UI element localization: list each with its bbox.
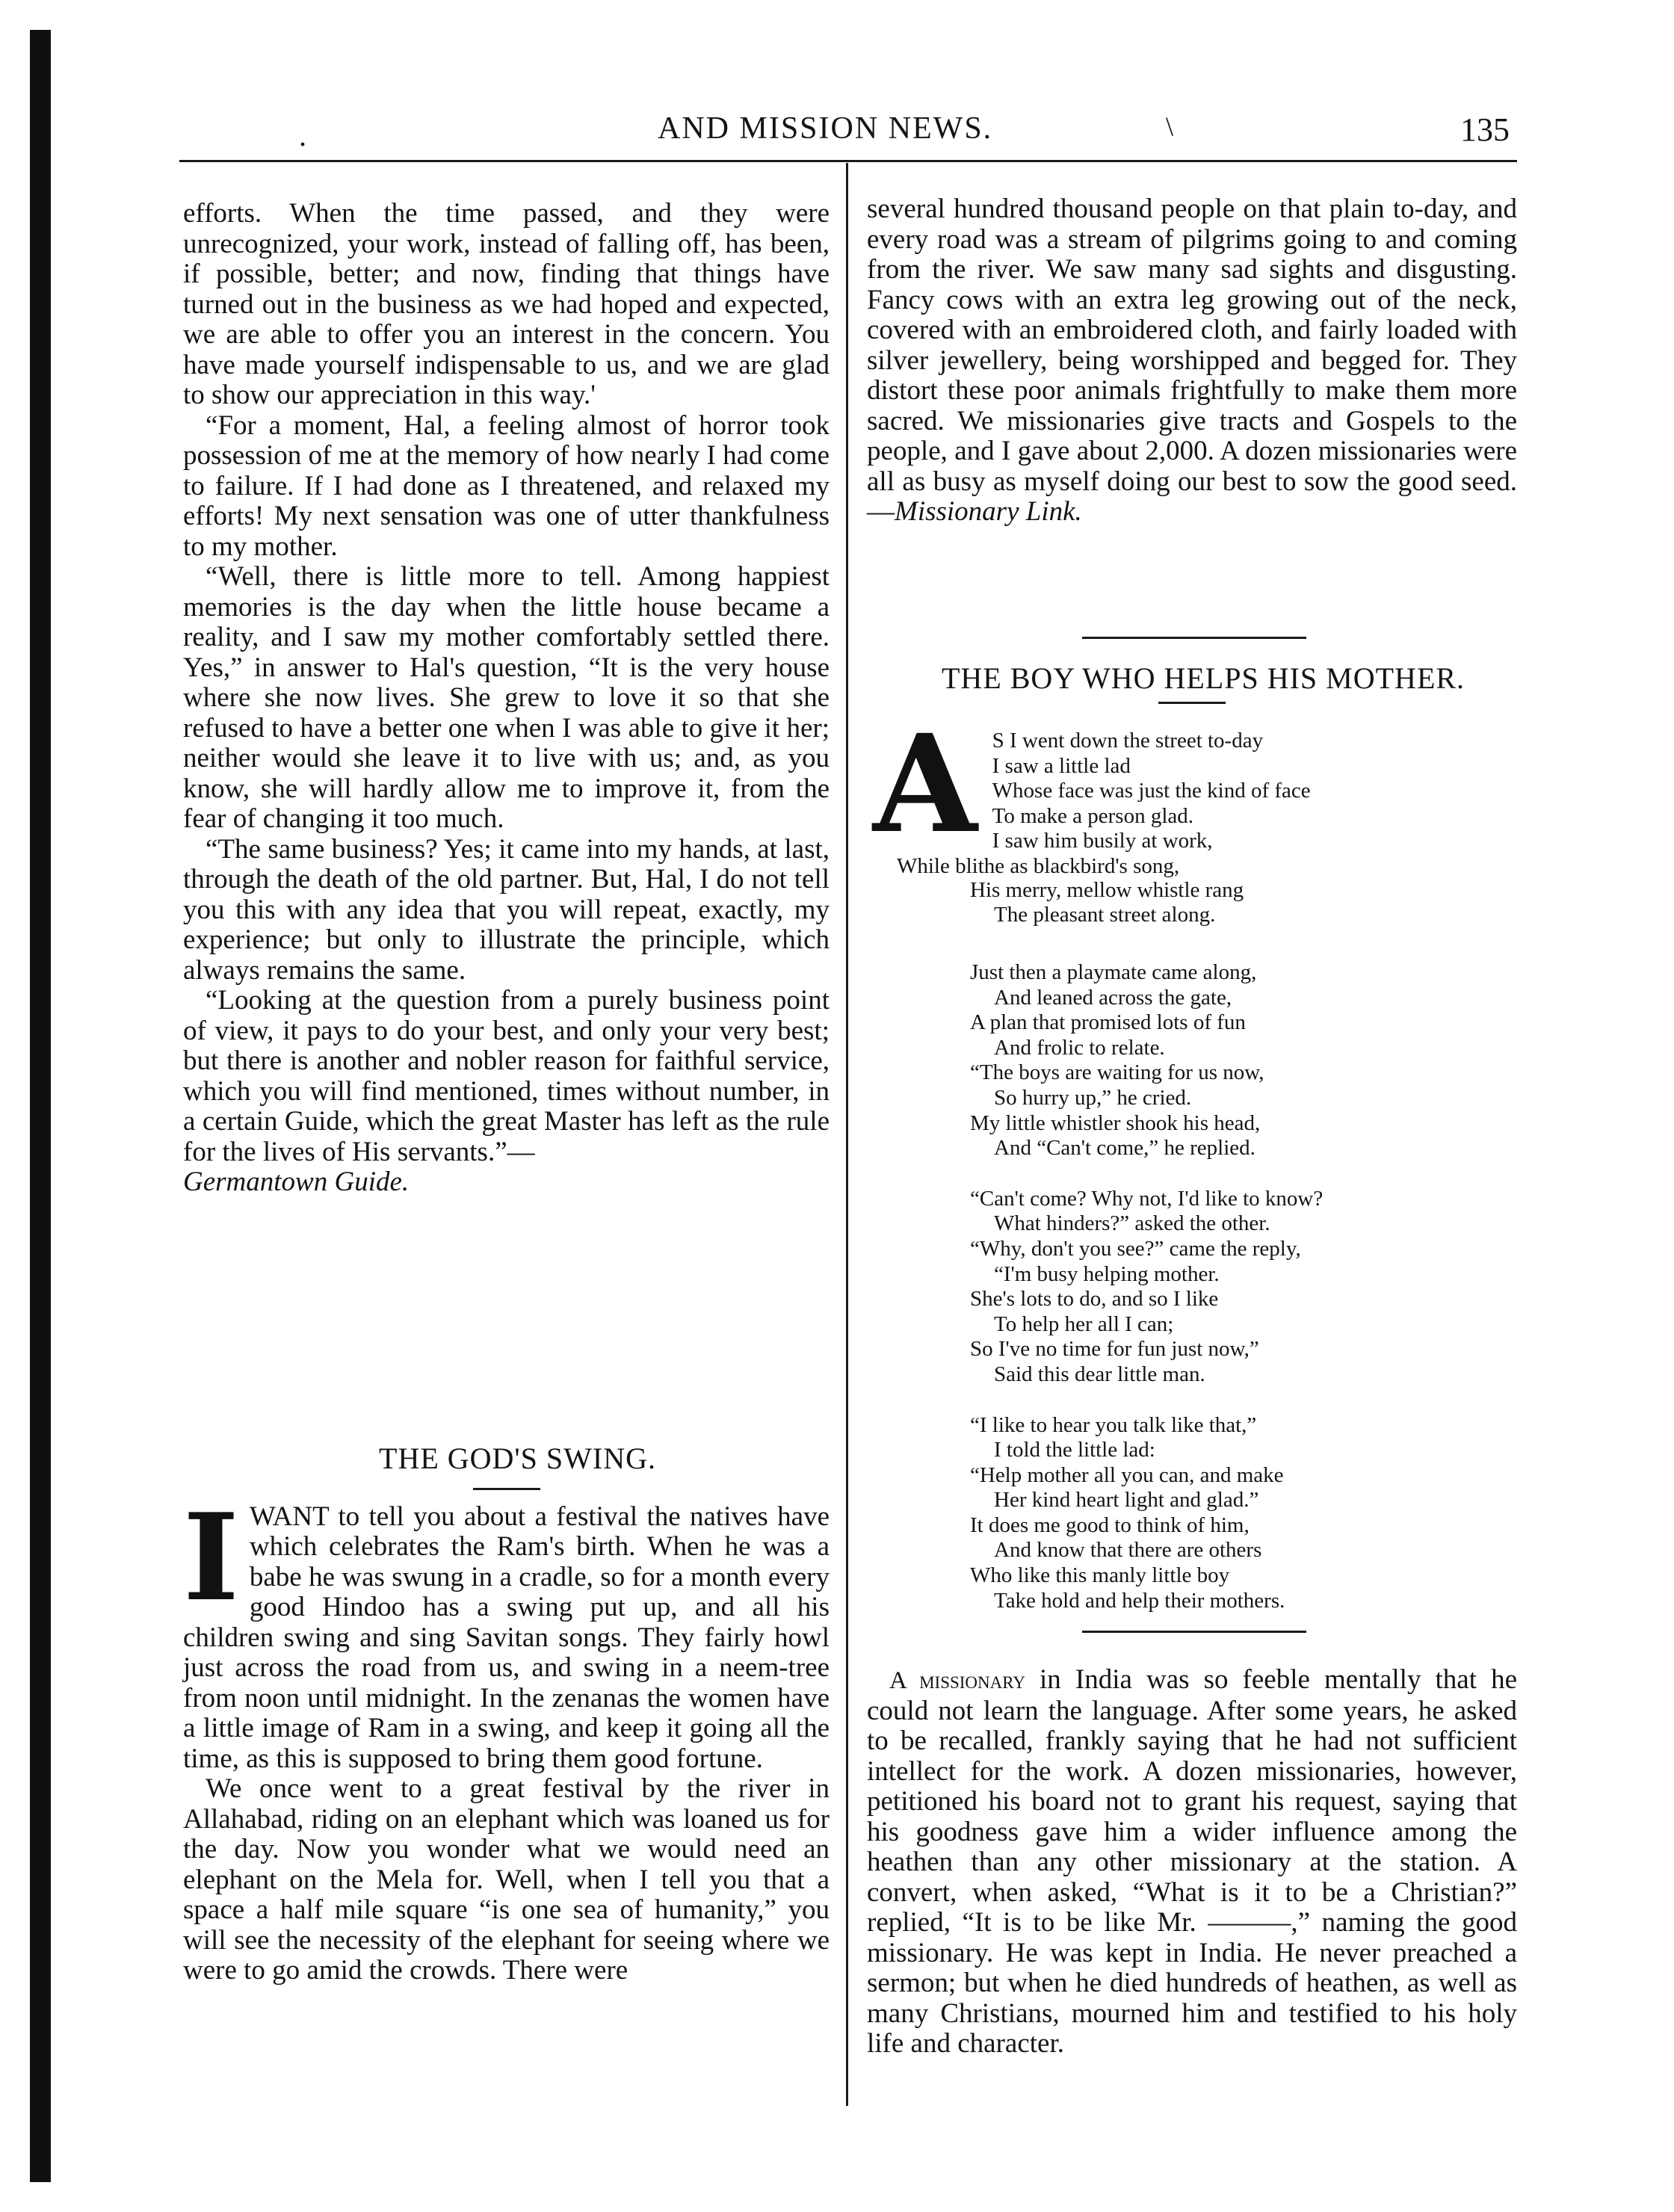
gods-swing-text: WANT to tell you about a festival the natives have which celebrates the Ram's birth. When he was a babe he was swung in a cradle, so for a month every good Hindoo has a swing put up, and all his children swing and sing Savitan songs. They fairly howl just across the road from us, and swing in a neem-tree from noon until midnight. In the zenanas the women have a little image of Ram in a swing, and keep it going all the time, as this is supposed to bring them good fortune. xyxy=(183,1501,830,1774)
page-number: 135 xyxy=(1460,111,1510,148)
poem-line: She's lots to do, and so I like xyxy=(970,1287,1219,1312)
story-paragraph: “For a moment, Hal, a feeling almost of horror took possession of me at the memory of how nearly I had come to failure. If I had done as I threatened, and relaxed my efforts! My next sensation was one of utter thankfulness to my mother. xyxy=(183,410,830,562)
poem-stanza xyxy=(970,960,1516,1161)
poem-line: Said this dear little man. xyxy=(994,1362,1205,1386)
poem-line: I saw a little lad xyxy=(992,753,1131,778)
gods-swing-paragraph xyxy=(183,1486,830,1775)
pilgrim-paragraph xyxy=(867,194,1517,528)
missionary-paragraph xyxy=(867,1665,1517,2060)
poem-line: A plan that promised lots of fun xyxy=(970,1010,1246,1035)
poem-line: Her kind heart light and glad.” xyxy=(994,1488,1259,1513)
poem-line: To make a person glad. xyxy=(992,803,1194,828)
poem xyxy=(873,705,1516,954)
poem-line: “Why, don't you see?” came the reply, xyxy=(970,1236,1301,1261)
story-source: Germantown Guide. xyxy=(183,1167,410,1197)
heading-rule xyxy=(1158,702,1226,704)
poem-line: “I'm busy helping mother. xyxy=(994,1261,1220,1286)
poem-line: And know that there are others xyxy=(994,1538,1262,1563)
gods-swing-article xyxy=(183,1444,830,1986)
poem-line: Whose face was just the kind of face xyxy=(992,779,1311,803)
pilgrim-source: Missionary Link. xyxy=(895,496,1082,527)
poem-line: His merry, mellow whistle rang xyxy=(970,877,1244,902)
poem-line: “Can't come? Why not, I'd like to know? xyxy=(970,1186,1324,1211)
running-title: AND MISSION NEWS. xyxy=(658,111,993,146)
poem-stanza xyxy=(873,705,1516,928)
poem-line: I told the little lad: xyxy=(994,1438,1155,1462)
poem-line: My little whistler shook his head, xyxy=(970,1110,1261,1135)
gods-swing-heading: THE GOD'S SWING. xyxy=(379,1442,656,1475)
poem-line: While blithe as blackbird's song, xyxy=(897,853,1180,878)
poem-line: “Help mother all you can, and make xyxy=(970,1462,1284,1487)
poem-heading: THE BOY WHO HELPS HIS MOTHER. xyxy=(941,661,1465,695)
poem-line: S I went down the street to-day xyxy=(992,729,1264,753)
section-rule xyxy=(1082,637,1306,639)
poem-article xyxy=(867,661,1517,704)
poem-line: I saw him busily at work, xyxy=(992,829,1213,853)
header-dot: . xyxy=(299,119,306,152)
poem-continued xyxy=(970,960,1516,1639)
section-rule xyxy=(1082,1631,1306,1633)
poem-line: It does me good to think of him, xyxy=(970,1513,1250,1537)
poem-stanza xyxy=(970,1413,1516,1614)
poem-line: Take hold and help their mothers. xyxy=(994,1588,1285,1613)
poem-line: So hurry up,” he cried. xyxy=(994,1085,1192,1110)
missionary-text: in India was so feeble mentally that he could not learn the language. After some years, he asked to be recalled, frankly saying that he had not sufficient intellect for the work. A dozen missionaries, however, petitioned his board not to grant his request, saying that his goodness gave him a wider influence among the heathen than any other missionary at the station. A convert, when asked, “What is it to be a Christian?” replied, “It is to be like Mr. ———,” naming the good missionary. He was kept in India. He never preached a sermon; but when he died hundreds of heathen, as well as many Christians, mourned him and testified to his holy life and character. xyxy=(867,1664,1518,2059)
poem-line: “The boys are waiting for us now, xyxy=(970,1060,1264,1085)
gods-swing-paragraph: We once went to a great festival by the river in Allahabad, riding on an elephant which was loaned us for the day. Now you wonder what we would need an elephant on the Mela for. Well, when I tell you that a space a half mile square “is one sea of humanity,” you will see the necessity of the elephant for seeing where we were to go amid the crowds. There were xyxy=(183,1773,830,1986)
poem-stanza xyxy=(970,1187,1516,1388)
pilgrim-text: several hundred thousand people on that plain to-day, and every road was a stream of pilgrims going to and coming from the river. We saw many sad sights and disgusting. Fancy cows with an extra leg growing out of the neck, covered with an embroidered cloth, and fairly loaded with silver jewellery, being worshipped and begged for. They distort these poor animals frightfully to make them more sacred. We missionaries give tracts and Gospels to the people, and I gave about 2,000. A dozen missionaries were all as busy as myself doing our best to sow the good seed.— xyxy=(867,194,1517,527)
poem-line: To help her all I can; xyxy=(994,1312,1174,1336)
right-column-continuation xyxy=(867,194,1517,528)
poem-line: The pleasant street along. xyxy=(994,903,1216,927)
story-paragraph: “Looking at the question from a purely business point of view, it pays to do your best, and only your very best; but there is another and nobler reason for faithful service, which you will find mentioned, times without number, in a certain Guide, which the great Master has left as the rule for the lives of His servants.”— xyxy=(183,985,830,1167)
drop-cap: A xyxy=(873,705,977,863)
story-paragraph: “The same business? Yes; it came into my hands, at last, through the death of the old partner. But, Hal, I do not tell you this with any idea that you will repeat, exactly, my experience; but only to illustrate the principle, which always remains the same. xyxy=(183,833,830,986)
poem-line: And frolic to relate. xyxy=(994,1035,1165,1060)
running-header xyxy=(194,111,1510,155)
poem-line: Just then a playmate came along, xyxy=(970,960,1257,984)
story-paragraph: “Well, there is little more to tell. Among happiest memories is the day when the little house became a reality, and I saw my mother comfortably settled there. Yes,” in answer to Hal's question, “It is the very house where she now lives. She grew to love it so that she refused to have a better one when I was able to give it her; neither would she leave it to live with us; and, as you know, she will hardly allow me to improve it, from the fear of changing it too much. xyxy=(183,561,830,834)
drop-cap: I xyxy=(183,1486,239,1628)
left-column xyxy=(183,199,830,1198)
page-binding-edge xyxy=(30,30,51,2182)
poem-line: And “Can't come,” he replied. xyxy=(994,1136,1256,1161)
story-paragraph: efforts. When the time passed, and they were unrecognized, your work, instead of falling off, has been, if possible, better; and now, finding that things have turned out in the business as we had hoped and expected, we are able to offer you an interest in the concern. You have made yourself indispensable to us, and we are glad to show our appreciation in this way.' xyxy=(183,198,830,410)
poem-line: And leaned across the gate, xyxy=(994,985,1232,1010)
poem-line: “I like to hear you talk like that,” xyxy=(970,1412,1257,1437)
missionary-article xyxy=(867,1665,1517,2060)
column-divider xyxy=(846,163,848,2106)
header-rule xyxy=(179,160,1517,162)
missionary-lead: A missionary xyxy=(889,1667,1025,1694)
header-mark: \ xyxy=(1166,111,1174,141)
poem-line: Who like this manly little boy xyxy=(970,1563,1230,1588)
poem-line: What hinders?” asked the other. xyxy=(994,1211,1270,1236)
poem-line: So I've no time for fun just now,” xyxy=(970,1337,1259,1362)
